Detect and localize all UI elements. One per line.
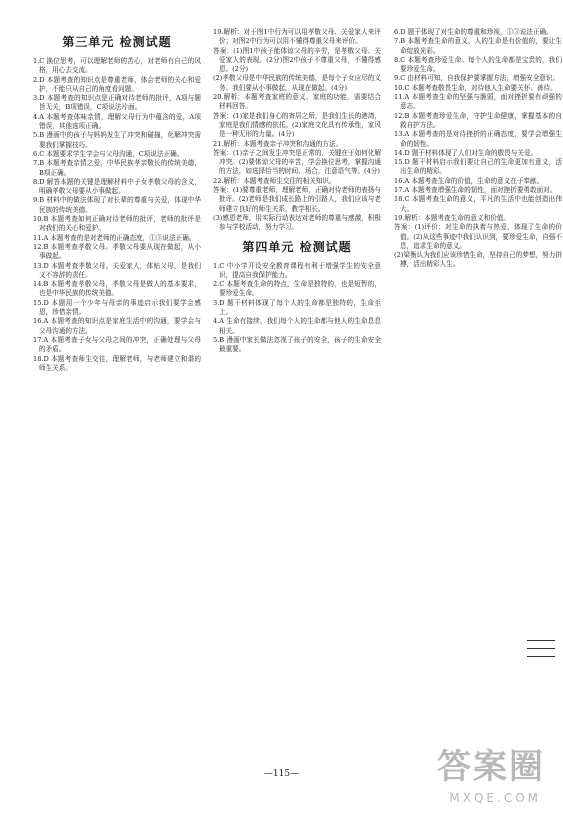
answer-item: 答案：(1)要尊重老师，理解老师，正确对待老师的表扬与批评。(2)老师是我们成长路上的引路人，我们应该与老师建立良好的师生关系，教学相长。 [213, 186, 381, 213]
answer-list-unit4-continued [394, 28, 562, 270]
answer-item: 5.B 漫画中家长做法忽视了孩子的安全，孩子的生命安全最重要。 [213, 335, 381, 354]
answer-item: 16.A 本题考查的知识点是家庭生活中的沟通，要学会与父母沟通的方法。 [33, 317, 201, 335]
answer-item: 6.C 本题要求学生学会与父母沟通，C项说法正确。 [33, 149, 184, 158]
answer-item: (3)感恩老师，用实际行动表达对老师的尊重与感激，积极参与学校活动，努力学习。 [213, 213, 381, 232]
answer-item: 8.C 本题考查珍爱生命。每个人的生命都是宝贵的，我们要珍爱生命。 [394, 55, 562, 74]
answer-item: 13.A 本题考查的是对待挫折的正确态度，要学会增强生命的韧性。 [394, 130, 562, 148]
watermark-logo [405, 737, 555, 807]
margin-rule [527, 640, 555, 641]
answer-item: 7.B 本题考查亲情之爱，中华民族孝亲敬长的传统美德，B项正确。 [33, 159, 201, 177]
column-middle [213, 28, 381, 758]
answer-item: 19.解析：对于图1中行为可以用孝敬父母、关爱家人来评价；对图2中行为可以用不懂得尊重父母来评价。 [213, 28, 381, 46]
answer-item: 2.D 本题考查的知识点是尊重老师，体会老师的关心和爱护，不能只从自己的角度看问题。 [33, 75, 201, 93]
column-left [33, 28, 201, 758]
answer-item: 答案：(1)家是我们身心的寄居之所，是我们生长的港湾，家庭是我们情感的依托。(2)家庭文化具有传承性，家风是一种无形的力量。(4分) [213, 111, 381, 139]
answer-item: 1.C 换位思考，可以理解老师的苦心，对老师有自己的风格，用心去交流。 [33, 57, 201, 75]
answer-item: 1.C 中小学开设安全教育课程有利于增强学生的安全意识，提高自我保护能力。 [213, 261, 381, 279]
answer-item: 答案：(1)亲子之间发生冲突是正常的，关键在于如何化解冲突。(2)要体谅父母的辛苦，学会换位思考，掌握沟通的方法，如选择恰当的时间、场合，注意语气等。(4分) [213, 148, 381, 176]
answer-item: 答案：(1)图1中孩子能体谅父母的辛劳，是孝敬父母、关爱家人的表现。(2分)图2中孩子不尊重父母，不懂得感恩。(2分) [213, 46, 381, 74]
answer-item: 7.B 本题考查生命的意义，人的生命是有价值的，要让生命绽放光彩。 [394, 37, 562, 55]
answer-item: 4.A 生命有接续，我们每个人的生命都与他人的生命息息相关。 [213, 317, 381, 335]
answer-item: 4.A 本题考查体味亲情，理解父母行为中蕴含的爱，A项错误，其他选项正确。 [33, 112, 201, 131]
answer-item: 18.C 本题考查生命的意义，平凡的生活中也能创造出伟大。 [394, 195, 562, 213]
answer-item: 14.D 题干材料体现了人们对生命的敬畏与关爱。 [394, 148, 538, 157]
answer-item: 3.D 本题考查的知识点是正确对待老师的批评，A项与题旨无关，B项错误，C项说法片面。 [33, 94, 201, 112]
answer-item: 19.解析：本题考查生命的意义和价值。 [394, 213, 510, 222]
watermark-sub: MXQE.COM [449, 791, 541, 805]
answer-item: 18.D 本题考查师生交往，理解老师，与老师建立和谐的师生关系。 [33, 354, 201, 372]
answer-item: 3.D 题干材料体现了每个人的生命都是独特的，生命至上。 [213, 298, 381, 317]
answer-item: 8.D 解答本题的关键是理解材料中子女孝敬父母的含义，明确孝敬父母要从小事做起。 [33, 177, 201, 196]
answer-item: (2)梁衡认为我们应该珍惜生命，坚持自己的梦想，努力拼搏，活出精彩人生。 [394, 251, 562, 269]
answer-item: 11.A 本题考查的是对老师的正确态度，①③说法正确。 [33, 233, 196, 242]
answer-list-unit4 [213, 262, 381, 355]
answer-item: 12.B 本题考查孝敬父母。孝敬父母要从现在做起，从小事做起。 [33, 242, 201, 261]
answer-item: 10.B 本题考查如何正确对待老师的批评，老师的批评是对我们的关心和爱护。 [33, 215, 201, 233]
answer-item: 15.D 本题用一个少年与母亲的事迹启示我们要学会感恩，珍惜亲情。 [33, 298, 201, 317]
watermark-main: 答案圈 [437, 747, 545, 787]
answer-item: 17.A 本题考查子女与父母之间的冲突，正确处理与父母的矛盾。 [33, 335, 201, 354]
answer-item: 16.A 本题考查生命的价值，生命的意义在于奉献。 [394, 176, 544, 185]
answer-item: 21.解析：本题考查亲子冲突和沟通的方法。 [213, 139, 343, 148]
answer-list-unit3 [33, 57, 201, 373]
answer-item: 10.C 本题考查敬畏生命，对待他人生命要关怀、善待。 [394, 83, 557, 92]
unit4-title: 第四单元 检测试题 [242, 239, 352, 254]
answer-item: 17.A 本题考查增强生命的韧性，面对挫折要勇敢面对。 [394, 186, 557, 195]
margin-rule [527, 648, 555, 649]
answer-item: (2)孝敬父母是中华民族的传统美德，是每个子女应尽的义务。我们要从小事做起，从现在做起。(4分) [213, 74, 381, 92]
answer-list-unit3-continued [213, 28, 381, 233]
page-number: —115— [263, 769, 300, 779]
answer-item: 15.D 题干材料启示我们要让自己的生命更加有意义，活出生命的精彩。 [394, 158, 562, 176]
answer-item: 11.A 本题考查生命的坚强与脆弱，面对挫折要有顽强的意志。 [394, 93, 562, 111]
unit3-title: 第三单元 检测试题 [62, 35, 172, 49]
answer-item: 答案：(1)评价：对生命的执着与热爱，体现了生命的价值。(2)从这些事迹中我们认识到，要珍爱生命，自强不息，追求生命的意义。 [394, 223, 562, 250]
answer-item: 20.解析：本题考查家庭的意义、家庭的功能，需要结合材料回答。 [213, 93, 381, 111]
answer-item: 6.D 题干体现了对生命的尊重和珍视，①③说法正确。 [394, 28, 553, 36]
answer-item: 5.B 漫画中的孩子与妈妈发生了冲突和碰撞，化解冲突需要我们掌握技巧。 [33, 131, 201, 149]
answer-item: 13.D 本题考查孝敬父母。关爱家人，体贴父母，是我们义不容辞的责任。 [33, 261, 201, 279]
answer-item: 9.C 由材料可知，自我保护要掌握方法，增强安全意识。 [394, 74, 560, 83]
answer-item: 2.C 本题考查生命的特点，生命是独特的，也是短暂的，要珍爱生命。 [213, 280, 381, 298]
answer-item: 12.B 本题考查珍爱生命，守护生命健康，掌握基本的自救自护方法。 [394, 111, 562, 129]
answer-item: 9.B 材料中的做法体现了对长辈的尊重与关爱，体现中华民族的传统美德。 [33, 196, 201, 214]
answer-item: 14.B 本题考查孝敬父母，孝敬父母是做人的基本要求，也是中华民族的传统美德。 [33, 280, 201, 298]
margin-rule [527, 656, 555, 657]
answer-item: 22.解析：本题考查师生交往的相关知识。 [213, 176, 336, 185]
